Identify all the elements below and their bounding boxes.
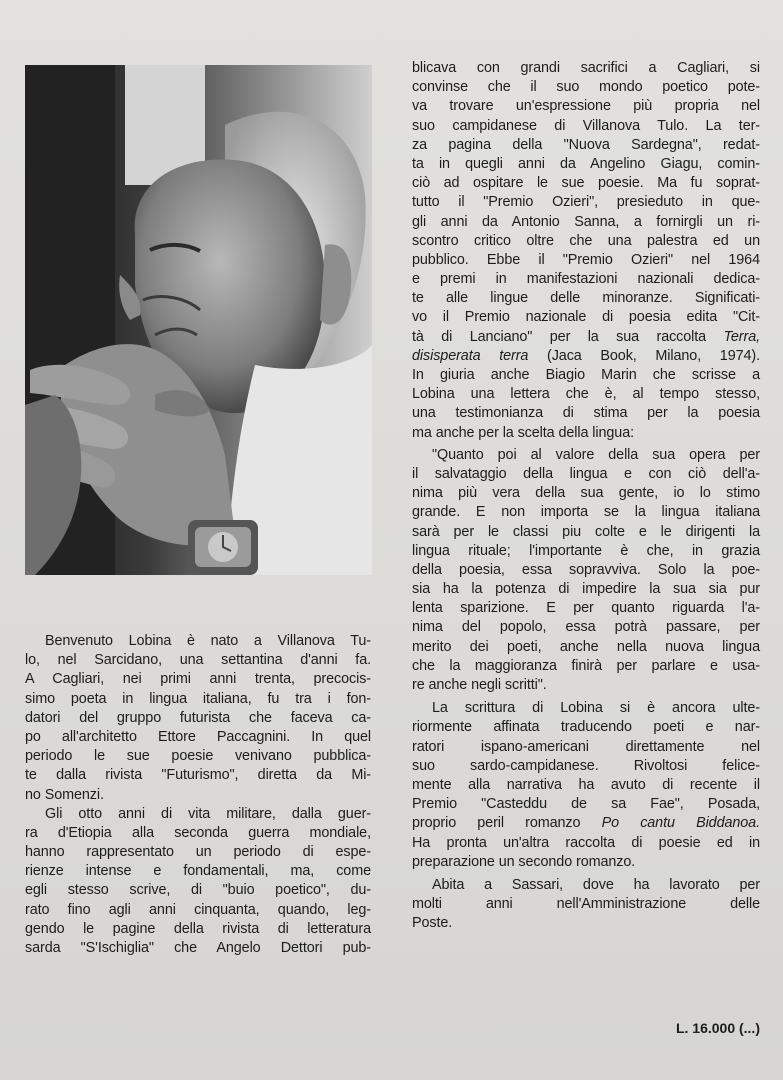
text-line: ta in quegli anni da Angelino Giagu, comin- [412, 155, 760, 172]
text-line: lo, nel Sarcidano, una settantina d'anni fa. [25, 652, 371, 669]
text-line: simo poeta in lingua italiana, fu tra i fon- [25, 690, 371, 707]
text-line: preparazione un secondo romanzo. [412, 853, 636, 870]
text-line: vo il Premio nazionale di poesia edita "Cit- [412, 309, 760, 326]
text-line: hanno rappresentato un periodo di espe- [25, 844, 371, 861]
text-line: rienze intense e fondamentali, ma, come [25, 863, 371, 880]
text-line: suo campidanese di Villanova Tulo. La ter- [412, 117, 760, 134]
paragraph-translations [412, 699, 760, 872]
text-line: lingua rituale; l'importante è che, in grazia [412, 542, 760, 559]
text-line: ratori ispano-americani direttamente nel [412, 738, 760, 755]
text-line: Premio "Casteddu de sa Fae", Posada, [412, 796, 760, 813]
text-line: "Quanto poi al valore della sua opera per [432, 446, 760, 463]
paragraph-birth [25, 632, 371, 805]
text-line: blicava con grandi sacrifici a Cagliari, si [412, 60, 760, 76]
text-line: Poste. [412, 915, 453, 932]
paragraph-residence [412, 876, 760, 934]
text-line: ra d'Etiopia alla seconda guerra mondiale, [25, 824, 371, 841]
text-line: nima più vera della sua gente, io lo stimo [412, 485, 760, 502]
text-line: una testimonianza di stima per la poesia [412, 405, 760, 422]
text-line: In giuria anche Biagio Marin che scrisse a [412, 367, 760, 383]
text-line: gendo le pagine della rivista di letteratura [25, 920, 371, 937]
text-fragment: proprio peril romanzo [412, 815, 602, 832]
text-line: mente alla narrativa ha avuto di recente il [412, 776, 760, 793]
text-line: sia ha la potenza di impedire la sua sia pur [412, 581, 760, 598]
text-line: A Cagliari, nei primi anni trenta, precocis- [25, 671, 371, 688]
text-line: La scrittura di Lobina si è ancora ulte- [432, 700, 760, 717]
text-line: scontro critico oltre che una palestra ed un [412, 232, 760, 249]
text-line: della poesia, essa sopravviva. Solo la poe- [412, 561, 760, 578]
text-fragment: tà di Lanciano" per la sua raccolta [412, 328, 724, 345]
paragraph-quote [412, 446, 760, 695]
text-line: sarà per le classi piu colte e le dirigenti la [412, 523, 760, 540]
text-line: nima del popolo, essa potrà passare, per [412, 619, 760, 636]
text-line: va trovare un'espressione più propria nel [412, 98, 760, 115]
price-label: L. 16.000 (...) [675, 1020, 760, 1036]
text-line: riormente affinata traducendo poeti e nar- [412, 719, 760, 736]
book-title-fragment: disisperata terra [412, 347, 529, 364]
text-line: molti anni nell'Amministrazione delle [412, 896, 760, 913]
text-line: datori del gruppo futurista che faceva ca- [25, 709, 371, 726]
text-line: gli anni da Antonio Sanna, a fornirgli un ri- [412, 213, 760, 230]
text-line: Ha pronta un'altra raccolta di poesie ed in [412, 834, 760, 851]
text-line: periodo le sue poesie venivano pubblica- [25, 748, 371, 765]
text-line: merito dei poeti, anche nella nuova lingua [412, 638, 760, 655]
text-line: te dalla rivista "Futurismo", diretta da Mi- [25, 767, 371, 784]
text-line: il salvataggio della lingua e con ciò dell'a- [412, 465, 760, 482]
portrait-photo [25, 65, 372, 575]
text-line: re anche negli scritti". [412, 677, 547, 693]
right-text-column [412, 59, 760, 933]
text-line: che la maggioranza finirà per parlare e usa- [412, 657, 760, 674]
left-text-column [25, 632, 371, 958]
text-line: po all'architetto Ettore Paccagnini. In quel [25, 728, 371, 745]
text-fragment: (Jaca Book, Milano, 1974). [528, 347, 760, 364]
author-portrait-photo [25, 65, 372, 575]
text-line: convinse che il suo mondo poetico pote- [412, 79, 760, 96]
text-line [412, 328, 760, 347]
text-line [412, 814, 760, 833]
text-line: ma anche per la scelta della lingua: [412, 424, 634, 441]
text-line: Abita a Sassari, dove ha lavorato per [432, 876, 760, 893]
text-line: Lobina una lettera che è, al tempo stesso, [412, 386, 760, 403]
paragraph-continuation [412, 59, 760, 443]
text-line: za pagina della "Nuova Sardegna", redat- [412, 136, 760, 153]
text-line: e premi in manifestazioni nazionali dedica- [412, 271, 760, 288]
text-line: Gli otto anni di vita militare, dalla guer- [45, 805, 371, 822]
text-line: suo sardo-campidanese. Rivoltosi felice- [412, 757, 760, 774]
book-title-fragment: Terra, [723, 328, 760, 345]
text-line: no Somenzi. [25, 786, 104, 803]
text-line: rato fino agli anni cinquanta, quando, leg- [25, 901, 371, 918]
text-line: grande. E non importa se la lingua italiana [412, 504, 760, 521]
text-line: egli stesso scrive, di "buio poetico", du- [25, 882, 371, 899]
text-line: sarda "S'Ischiglia" che Angelo Dettori pub- [25, 940, 371, 956]
text-line: Benvenuto Lobina è nato a Villanova Tu- [45, 633, 371, 649]
text-line: ciò ad ospitare le sue poesie. Ma fu soprat- [412, 175, 760, 192]
text-line: te alle lingue delle minoranze. Significati- [412, 290, 760, 307]
text-line: lenta sparizione. E per quanto riguarda l'a- [412, 600, 760, 617]
text-line: pubblico. Ebbe il "Premio Ozieri" nel 1964 [412, 251, 760, 268]
paragraph-military [25, 805, 371, 959]
novel-title-fragment: Po cantu Biddanoa. [601, 815, 760, 832]
text-line: tutto il "Premio Ozieri", presieduto in que- [412, 194, 760, 211]
text-line [412, 347, 760, 366]
